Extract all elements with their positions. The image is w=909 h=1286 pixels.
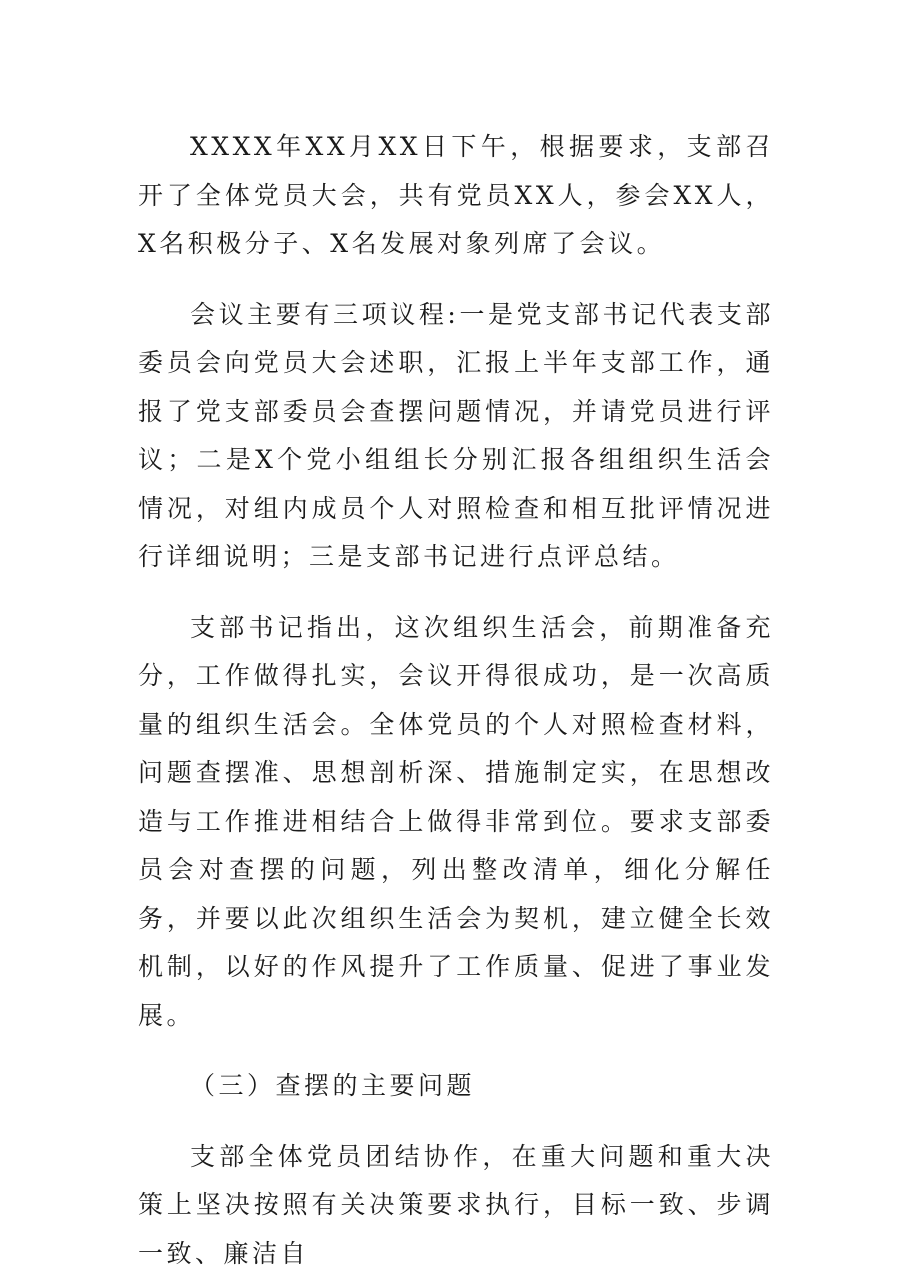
paragraph-agenda: 会议主要有三项议程:一是党支部书记代表支部委员会向党员大会述职，汇报上半年支部工作，通报了党支部委员会查摆问题情况，并请党员进行评议；二是X个党小组组长分别汇报各组组织生活会情况，对组内成员个人对照检查和相互批评情况进行详细说明；三是支部书记进行点评总结。 — [138, 299, 774, 571]
paragraph-main-problems: 支部全体党员团结协作，在重大问题和重大决策上坚决按照有关决策要求执行，目标一致、步调一致、廉洁自 — [138, 1141, 774, 1268]
document-body — [138, 123, 774, 1278]
section-heading: （三）查摆的主要问题 — [190, 1071, 476, 1100]
paragraph-secretary-remarks: 支部书记指出，这次组织生活会，前期准备充分，工作做得扎实，会议开得很成功，是一次高质量的组织生活会。全体党员的个人对照检查材料，问题查摆准、思想剖析深、措施制定实，在思想改造与工作推进相结合上做得非常到位。要求支部委员会对查摆的问题，列出整改清单，细化分解任务，并要以此次组织生活会为契机，建立健全长效机制，以好的作风提升了工作质量、促进了事业发展。 — [138, 612, 774, 1030]
paragraph-meeting-summary: XXXX年XX月XX日下午，根据要求，支部召开了全体党员大会，共有党员XX人，参会XX人，X名积极分子、X名发展对象列席了会议。 — [138, 132, 774, 258]
